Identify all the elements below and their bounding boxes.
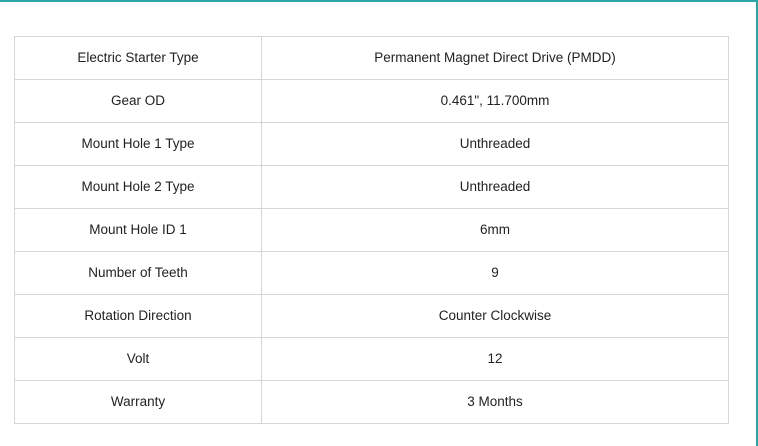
- spec-value: Counter Clockwise: [262, 295, 729, 338]
- spec-label: Warranty: [15, 381, 262, 424]
- table-row: [15, 338, 729, 381]
- specification-table: [14, 36, 729, 424]
- spec-label: Electric Starter Type: [15, 37, 262, 80]
- spec-label: Rotation Direction: [15, 295, 262, 338]
- spec-value: 0.461", 11.700mm: [262, 80, 729, 123]
- specification-table-body: [15, 37, 729, 424]
- table-row: [15, 295, 729, 338]
- table-row: [15, 37, 729, 80]
- spec-value: 6mm: [262, 209, 729, 252]
- spec-value: Unthreaded: [262, 123, 729, 166]
- table-row: [15, 381, 729, 424]
- table-row: [15, 123, 729, 166]
- spec-value: Permanent Magnet Direct Drive (PMDD): [262, 37, 729, 80]
- spec-label: Gear OD: [15, 80, 262, 123]
- top-accent-rule: [0, 0, 758, 2]
- table-row: [15, 166, 729, 209]
- spec-label: Number of Teeth: [15, 252, 262, 295]
- spec-value: 12: [262, 338, 729, 381]
- table-row: [15, 252, 729, 295]
- spec-label: Mount Hole 1 Type: [15, 123, 262, 166]
- specification-table-container: [14, 36, 728, 424]
- table-row: [15, 209, 729, 252]
- spec-label: Mount Hole 2 Type: [15, 166, 262, 209]
- spec-label: Volt: [15, 338, 262, 381]
- table-row: [15, 80, 729, 123]
- spec-value: Unthreaded: [262, 166, 729, 209]
- spec-value: 9: [262, 252, 729, 295]
- spec-label: Mount Hole ID 1: [15, 209, 262, 252]
- spec-value: 3 Months: [262, 381, 729, 424]
